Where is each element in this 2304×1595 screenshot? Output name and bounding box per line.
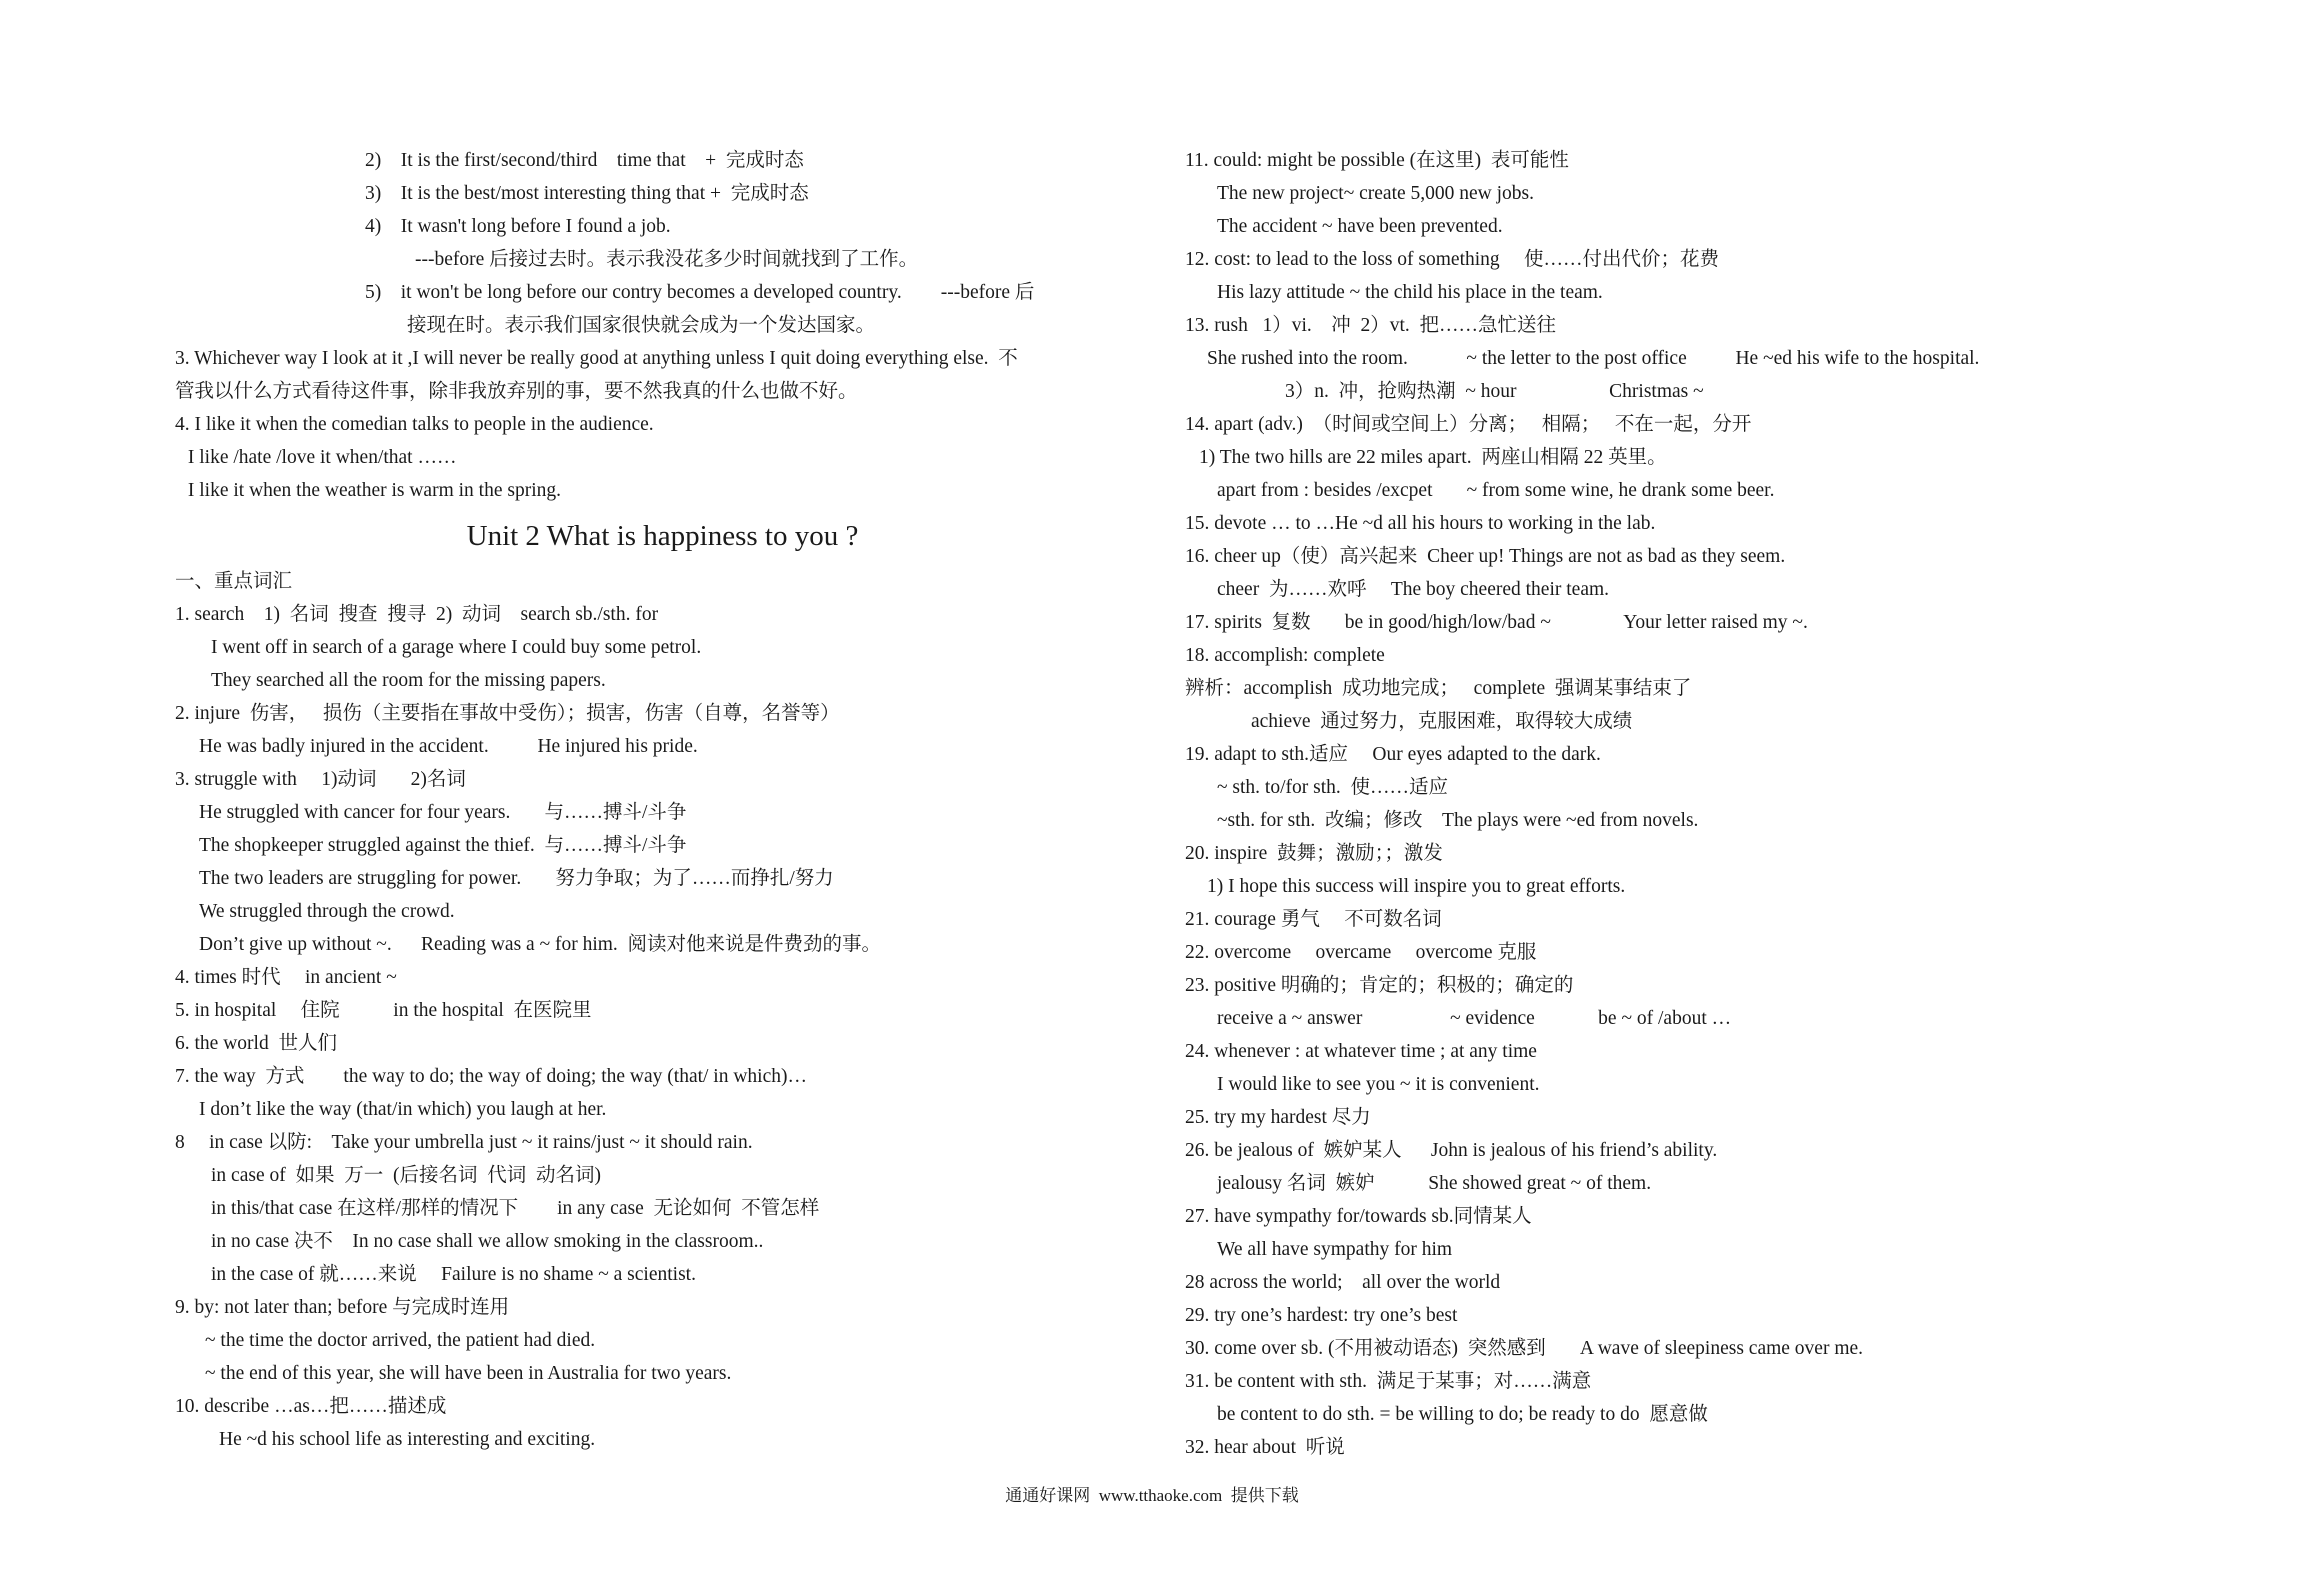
text-line: 13. rush 1）vi. 冲 2）vt. 把……急忙送往 bbox=[1185, 315, 1557, 336]
text-line: 20. inspire 鼓舞；激励；；激发 bbox=[1185, 843, 1443, 864]
left-column bbox=[175, 144, 1150, 1456]
text-line: 23. positive 明确的；肯定的；积极的；确定的 bbox=[1185, 975, 1574, 996]
text-line: She rushed into the room. ~ the letter to the post office He ~ed his wife to the hospital. bbox=[1207, 348, 1980, 369]
text-line: I like it when the weather is warm in the spring. bbox=[183, 480, 561, 501]
text-line: 16. cheer up（使）高兴起来 Cheer up! Things are not as bad as they seem. bbox=[1185, 546, 1786, 567]
text-line: in this/that case 在这样/那样的情况下 in any case 无论如何 不管怎样 bbox=[211, 1198, 820, 1219]
unit-title: Unit 2 What is happiness to you ? bbox=[466, 520, 859, 552]
text-line: ~ sth. to/for sth. 使……适应 bbox=[1217, 777, 1449, 798]
text-line: I like /hate /love it when/that …… bbox=[183, 447, 457, 468]
text-line: 4) It wasn't long before I found a job. bbox=[365, 216, 671, 237]
text-line: 6. the world 世人们 bbox=[175, 1033, 337, 1054]
text-line: 27. have sympathy for/towards sb.同情某人 bbox=[1185, 1206, 1532, 1227]
text-line: He ~d his school life as interesting and exciting. bbox=[219, 1429, 596, 1450]
text-line: He was badly injured in the accident. He injured his pride. bbox=[199, 736, 698, 757]
text-line: He struggled with cancer for four years. 与……搏斗/斗争 bbox=[199, 802, 687, 823]
text-line: I would like to see you ~ it is convenient. bbox=[1217, 1074, 1540, 1095]
text-line: 10. describe …as…把……描述成 bbox=[175, 1396, 447, 1417]
text-line: in the case of 就……来说 Failure is no shame ~ a scientist. bbox=[211, 1264, 696, 1285]
text-line: 5. in hospital 住院 in the hospital 在医院里 bbox=[175, 1000, 592, 1021]
text-line: I went off in search of a garage where I could buy some petrol. bbox=[211, 637, 702, 658]
text-line: 30. come over sb. (不用被动语态) 突然感到 A wave of sleepiness came over me. bbox=[1185, 1338, 1864, 1359]
text-line: 11. could: might be possible (在这里) 表可能性 bbox=[1185, 150, 1569, 171]
text-line: 32. hear about 听说 bbox=[1185, 1437, 1345, 1458]
text-line: 2. injure 伤害， 损伤（主要指在事故中受伤）；损害，伤害（自尊，名誉等） bbox=[175, 703, 840, 724]
text-line: The new project~ create 5,000 new jobs. bbox=[1217, 183, 1535, 204]
text-line: 接现在时。表示我们国家很快就会成为一个发达国家。 bbox=[407, 315, 876, 336]
text-line: 22. overcome overcame overcome 克服 bbox=[1185, 942, 1537, 963]
text-line: receive a ~ answer ~ evidence be ~ of /about … bbox=[1217, 1008, 1732, 1029]
text-line: 21. courage 勇气 不可数名词 bbox=[1185, 909, 1442, 930]
text-line: 8 in case 以防: Take your umbrella just ~ it rains/just ~ it should rain. bbox=[175, 1132, 753, 1153]
text-line: 24. whenever : at whatever time ; at any time bbox=[1185, 1041, 1537, 1062]
text-line: The shopkeeper struggled against the thief. 与……搏斗/斗争 bbox=[199, 835, 687, 856]
text-line: 1) I hope this success will inspire you to great efforts. bbox=[1207, 876, 1626, 897]
text-line: 19. adapt to sth.适应 Our eyes adapted to the dark. bbox=[1185, 744, 1601, 765]
text-line: achieve 通过努力，克服困难，取得较大成绩 bbox=[1251, 711, 1633, 732]
text-line: 一、重点词汇 bbox=[175, 571, 293, 592]
right-column bbox=[1185, 144, 2145, 1464]
text-line: 18. accomplish: complete bbox=[1185, 645, 1385, 666]
text-line: They searched all the room for the missing papers. bbox=[211, 670, 606, 691]
text-line: 3）n. 冲，抢购热潮 ~ hour Christmas ~ bbox=[1285, 381, 1704, 402]
text-line: 4. I like it when the comedian talks to people in the audience. bbox=[175, 414, 654, 435]
text-line: We struggled through the crowd. bbox=[199, 901, 455, 922]
text-line: We all have sympathy for him bbox=[1217, 1239, 1453, 1260]
text-line: 25. try my hardest 尽力 bbox=[1185, 1107, 1371, 1128]
text-line: ~sth. for sth. 改编；修改 The plays were ~ed from novels. bbox=[1217, 810, 1699, 831]
text-line: 14. apart (adv.) （时间或空间上）分离； 相隔； 不在一起，分开 bbox=[1185, 414, 1752, 435]
text-line: 2) It is the first/second/third time that + 完成时态 bbox=[365, 150, 804, 171]
text-line: ---before 后接过去时。表示我没花多少时间就找到了工作。 bbox=[415, 249, 919, 270]
text-line: jealousy 名词 嫉妒 She showed great ~ of them. bbox=[1217, 1173, 1652, 1194]
text-line: The two leaders are struggling for power. 努力争取；为了……而挣扎/努力 bbox=[199, 868, 834, 889]
text-line: 7. the way 方式 the way to do; the way of doing; the way (that/ in which)… bbox=[175, 1066, 807, 1087]
text-line: 12. cost: to lead to the loss of something 使……付出代价；花费 bbox=[1185, 249, 1720, 270]
text-line: 辨析：accomplish 成功地完成； complete 强调某事结束了 bbox=[1185, 678, 1692, 699]
text-line: ~ the time the doctor arrived, the patient had died. bbox=[205, 1330, 596, 1351]
text-line: 9. by: not later than; before 与完成时连用 bbox=[175, 1297, 510, 1318]
text-line: His lazy attitude ~ the child his place in the team. bbox=[1217, 282, 1603, 303]
text-line: in case of 如果 万一 (后接名词 代词 动名词) bbox=[211, 1165, 601, 1186]
text-line: ~ the end of this year, she will have been in Australia for two years. bbox=[205, 1363, 732, 1384]
text-line: 17. spirits 复数 be in good/high/low/bad ~ Your letter raised my ~. bbox=[1185, 612, 1808, 633]
text-line: 管我以什么方式看待这件事，除非我放弃别的事，要不然我真的什么也做不好。 bbox=[175, 381, 858, 402]
text-line: be content to do sth. = be willing to do; be ready to do 愿意做 bbox=[1217, 1404, 1708, 1425]
text-line: cheer 为……欢呼 The boy cheered their team. bbox=[1217, 579, 1610, 600]
text-line: in no case 决不 In no case shall we allow smoking in the classroom.. bbox=[211, 1231, 764, 1252]
text-line: 29. try one’s hardest: try one’s best bbox=[1185, 1305, 1458, 1326]
text-line: 3. Whichever way I look at it ,I will never be really good at anything unless I quit doing everything else. 不 bbox=[175, 348, 1018, 369]
text-line: 3) It is the best/most interesting thing that + 完成时态 bbox=[365, 183, 809, 204]
text-line: Don’t give up without ~. Reading was a ~ for him. 阅读对他来说是件费劲的事。 bbox=[199, 934, 882, 955]
text-line: I don’t like the way (that/in which) you laugh at her. bbox=[199, 1099, 607, 1120]
text-line: 5) it won't be long before our contry becomes a developed country. ---before 后 bbox=[365, 282, 1035, 303]
text-line: 28 across the world; all over the world bbox=[1185, 1272, 1501, 1293]
text-line: 3. struggle with 1)动词 2)名词 bbox=[175, 769, 466, 790]
text-line: 26. be jealous of 嫉妒某人 John is jealous of his friend’s ability. bbox=[1185, 1140, 1718, 1161]
text-line: 15. devote … to …He ~d all his hours to working in the lab. bbox=[1185, 513, 1656, 534]
text-line: 1) The two hills are 22 miles apart. 两座山相隔 22 英里。 bbox=[1199, 447, 1667, 468]
text-line: The accident ~ have been prevented. bbox=[1217, 216, 1503, 237]
text-line: apart from : besides /excpet ~ from some wine, he drank some beer. bbox=[1217, 480, 1775, 501]
page-footer: 通通好课网 www.tthaoke.com 提供下载 bbox=[1005, 1486, 1299, 1505]
text-line: 1. search 1) 名词 搜查 搜寻 2) 动词 search sb./sth. for bbox=[175, 604, 659, 625]
text-line: 31. be content with sth. 满足于某事；对……满意 bbox=[1185, 1371, 1592, 1392]
text-line: 4. times 时代 in ancient ~ bbox=[175, 967, 397, 988]
